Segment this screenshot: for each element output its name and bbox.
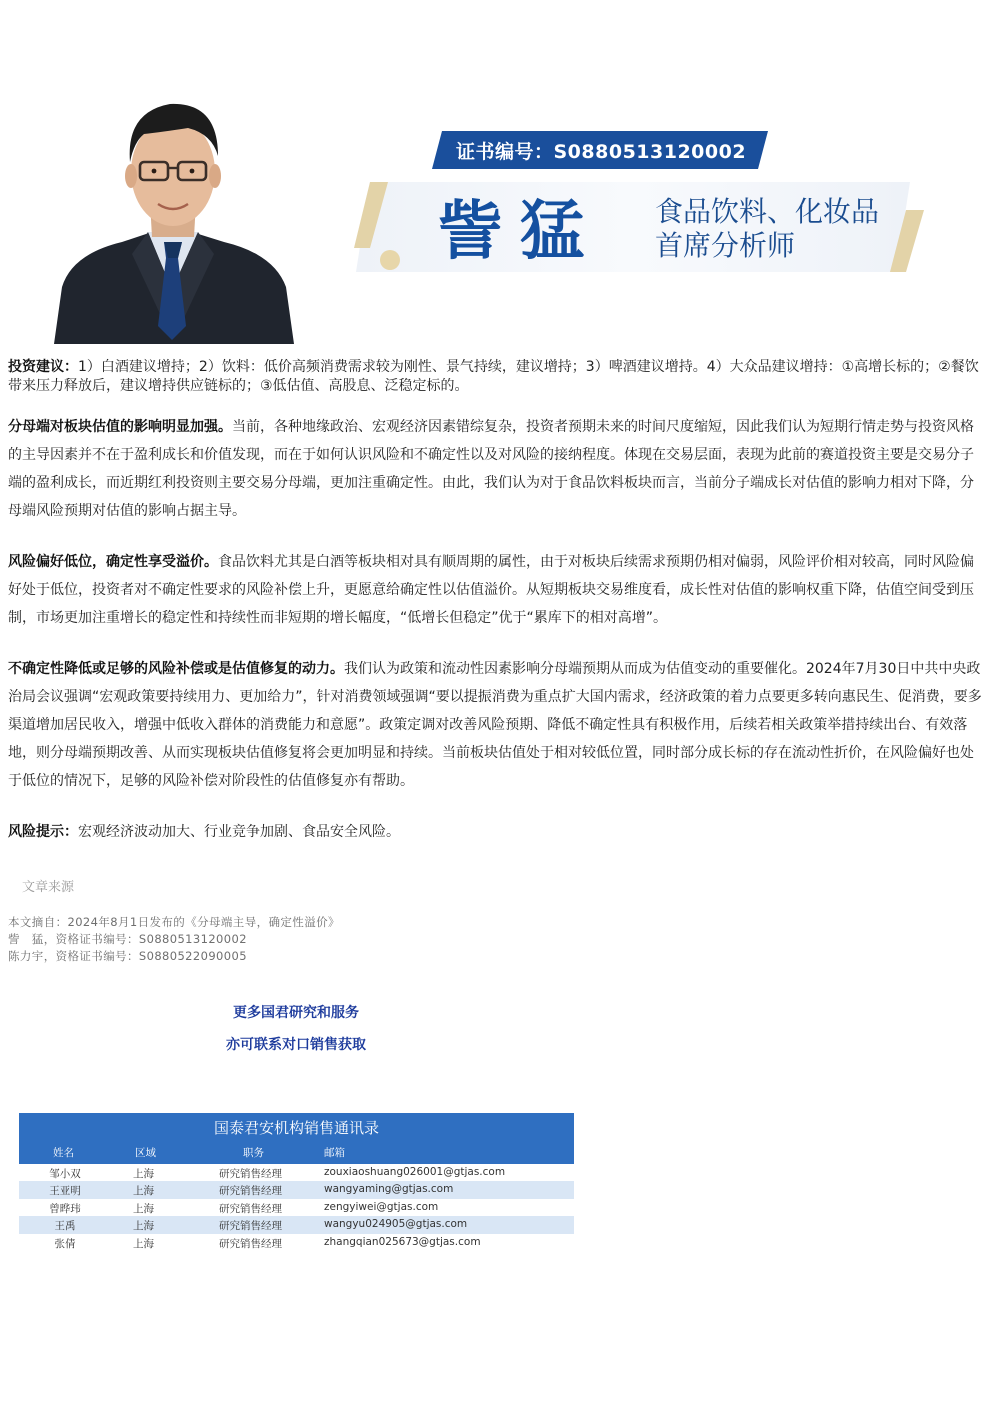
investment-advice [8, 358, 984, 396]
paragraph-lead: 不确定性降低或足够的风险补偿或是估值修复的动力。 [8, 661, 344, 677]
cta-contact-sales: 亦可联系对口销售获取 [226, 1037, 366, 1053]
contact-name: 曾晔玮 [49, 1202, 81, 1215]
column-header-area: 区域 [135, 1147, 156, 1159]
contact-area: 上海 [133, 1202, 154, 1215]
risk-warning-text: 宏观经济波动加大、行业竞争加剧、食品安全风险。 [78, 824, 400, 840]
table-row [19, 1199, 574, 1216]
contact-role: 研究销售经理 [219, 1237, 282, 1250]
contact-area: 上海 [133, 1220, 154, 1233]
column-header-role: 职务 [243, 1147, 264, 1159]
contact-name: 王亚明 [49, 1185, 81, 1198]
paragraph-lead: 分母端对板块估值的影响明显加强。 [8, 419, 232, 435]
contact-name: 王禹 [54, 1220, 76, 1233]
article-meta [8, 914, 340, 965]
analyst-portrait [52, 82, 297, 344]
table-title: 国泰君安机构销售通讯录 [213, 1119, 379, 1137]
certificate-tag [432, 131, 768, 169]
contact-name: 邹小双 [49, 1168, 81, 1180]
risk-warning [8, 820, 984, 844]
table-row [19, 1164, 574, 1181]
meta-author-line: 陈力宇，资格证书编号：S0880522090005 [8, 949, 247, 963]
paragraph-denominator [8, 413, 984, 525]
column-header-email: 邮箱 [324, 1147, 345, 1159]
risk-warning-label: 风险提示： [8, 824, 78, 840]
table-column-headers [19, 1145, 574, 1163]
article-source-link[interactable]: 文章来源 [22, 880, 75, 895]
meta-source-line: 本文摘自：2024年8月1日发布的《分母端主导，确定性溢价》 [8, 915, 340, 929]
sales-contacts-table [19, 1113, 574, 1250]
column-header-name: 姓名 [53, 1147, 74, 1159]
contact-role: 研究销售经理 [219, 1220, 282, 1233]
analyst-title-line2: 首席分析师 [655, 229, 796, 262]
contact-email[interactable]: wangyu024905@gtjas.com [324, 1218, 468, 1231]
contact-email[interactable]: zouxiaoshuang026001@gtjas.com [324, 1166, 506, 1178]
contact-email[interactable]: zhangqian025673@gtjas.com [324, 1235, 481, 1248]
contact-role: 研究销售经理 [219, 1202, 282, 1215]
name-band [350, 176, 930, 276]
analyst-title-line1: 食品饮料、化妆品 [655, 195, 880, 228]
meta-author-line: 訾 猛，资格证书编号：S0880513120002 [8, 932, 247, 946]
contact-area: 上海 [133, 1237, 154, 1250]
contact-area: 上海 [133, 1185, 154, 1198]
paragraph-valuation-repair [8, 655, 984, 795]
investment-advice-text: 1）白酒建议增持；2）饮料：低价高频消费需求较为刚性、景气持续，建议增持；3）啤酒建议增持。4）大众品建议增持：①高增长标的；②餐饮带来压力释放后，建议增持供应链标的；③低估值、高股息、泛稳定标的。 [8, 359, 979, 394]
paragraph-text: 我们认为政策和流动性因素影响分母端预期从而成为估值变动的重要催化。2024年7月30日中共中央政治局会议强调“宏观政策要持续用力、更加给力”，针对消费领域强调“要以提振消费为重点扩大国内需求，经济政策的着力点要更多转向惠民生、促消费，要多渠道增加居民收入，增强中低收入群体的消费能力和意愿”。政策定调对改善风险预期、降低不确定性具有积极作用，后续若相关政策举措持续出台、有效落地，则分母端预期改善、从而实现板块估值修复将会更加明显和持续。当前板块估值处于相对较低位置，同时部分成长标的存在流动性折价，在风险偏好也处于低位的情况下，足够的风险补偿对阶段性的估值修复亦有帮助。 [8, 661, 982, 789]
paragraph-text: 食品饮料尤其是白酒等板块相对具有顺周期的属性，由于对板块后续需求预期仍相对偏弱，风险评价相对较高，同时风险偏好处于低位，投资者对不确定性要求的风险补偿上升，更愿意给确定性以估值溢价。从短期板块交易维度看，成长性对估值的影响权重下降，估值空间受到压制，市场更加注重增长的稳定性和持续性而非短期的增长幅度，“低增长但稳定”优于“累库下的相对高增”。 [8, 554, 974, 626]
paragraph-lead: 风险偏好低位，确定性享受溢价。 [8, 554, 218, 570]
contact-name: 张倩 [54, 1237, 76, 1250]
certificate-number: 证书编号：S0880513120002 [456, 141, 747, 163]
contact-role: 研究销售经理 [219, 1168, 282, 1180]
table-row [19, 1234, 574, 1251]
cta-more-research: 更多国君研究和服务 [233, 1005, 359, 1021]
analyst-name: 訾猛 [438, 194, 602, 269]
contact-role: 研究销售经理 [219, 1185, 282, 1198]
table-header [19, 1113, 574, 1164]
table-row [19, 1181, 574, 1198]
contact-email[interactable]: zengyiwei@gtjas.com [324, 1200, 439, 1213]
contact-email[interactable]: wangyaming@gtjas.com [324, 1183, 454, 1196]
table-row [19, 1216, 574, 1233]
contact-area: 上海 [133, 1168, 154, 1180]
analyst-banner [0, 0, 992, 345]
investment-advice-label: 投资建议： [8, 359, 78, 375]
paragraph-risk-appetite [8, 548, 984, 632]
paragraph-text: 当前，各种地缘政治、宏观经济因素错综复杂，投资者预期未来的时间尺度缩短，因此我们认为短期行情走势与投资风格的主导因素并不在于盈利成长和价值发现，而在于如何认识风险和不确定性以及对风险的接纳程度。体现在交易层面，表现为此前的赛道投资主要是交易分子端的盈利成长，而近期红利投资则主要交易分母端，更加注重确定性。由此，我们认为对于食品饮料板块而言，当前分子端成长对估值的影响力相对下降，分母端风险预期对估值的影响占据主导。 [8, 419, 974, 519]
